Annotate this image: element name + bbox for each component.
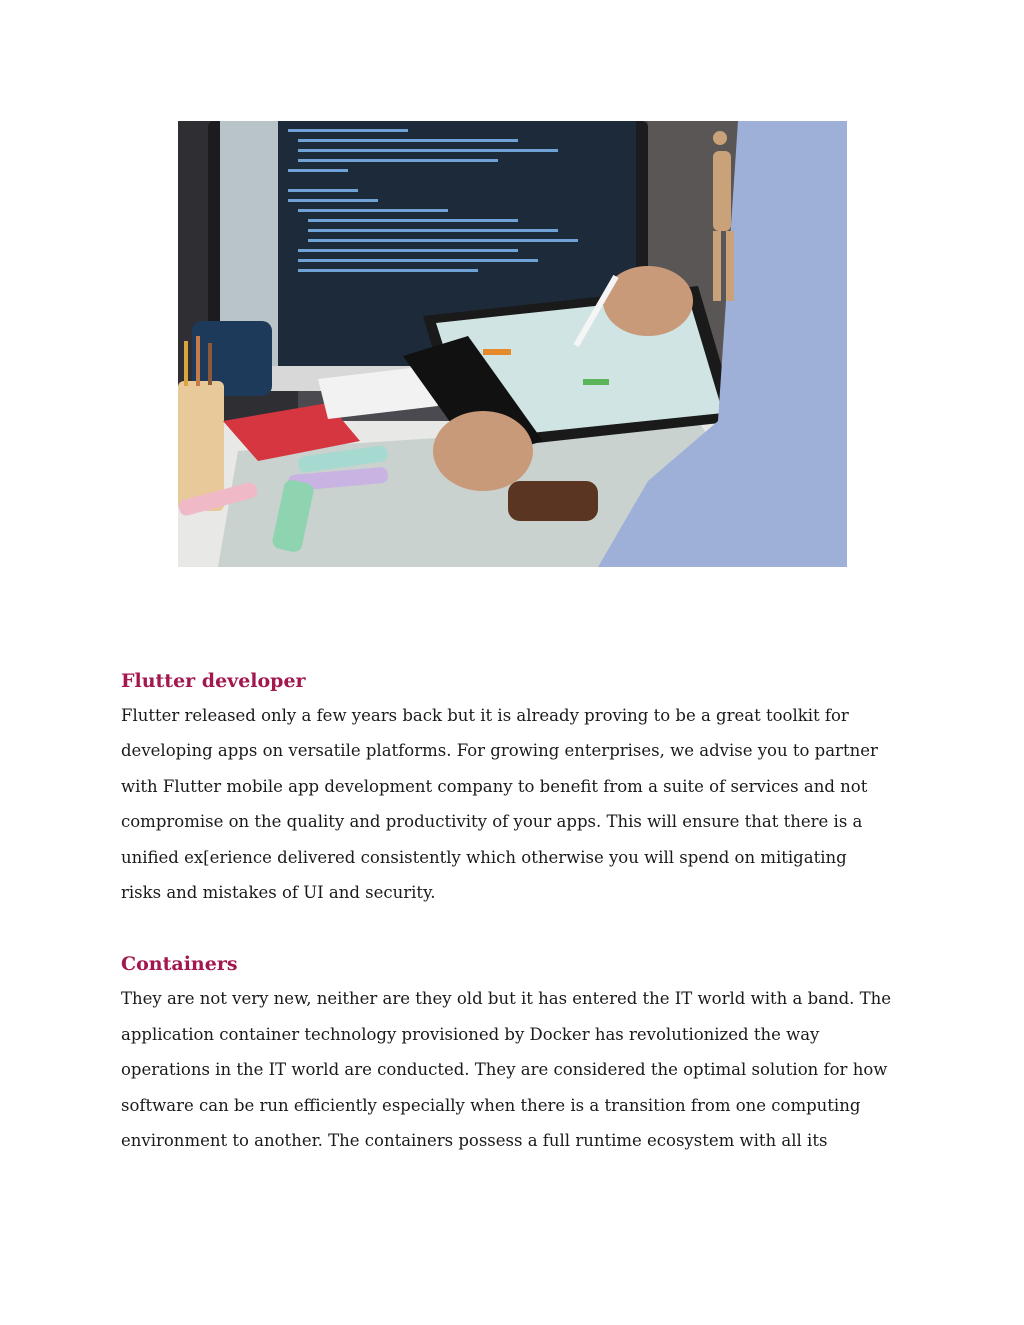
section-flutter-developer [121, 664, 921, 910]
section-heading: Flutter developer [121, 670, 306, 692]
hero-photo [178, 121, 847, 567]
section-containers [121, 947, 921, 1158]
paragraph-line: software can be run efficiently especially when there is a transition from one computing [121, 1095, 861, 1115]
paragraph-line: They are not very new, neither are they old but it has entered the IT world with a band. The [121, 989, 892, 1009]
section-heading: Containers [121, 953, 238, 976]
paragraph-line: risks and mistakes of UI and security. [121, 883, 436, 903]
developer-desk-illustration [178, 121, 847, 567]
section-spacer [121, 910, 921, 947]
paragraph-line: with Flutter mobile app development company to benefit from a suite of services and not [121, 776, 868, 796]
paragraph-line: operations in the IT world are conducted. They are considered the optimal solution for how [121, 1060, 888, 1080]
paragraph-line: Flutter released only a few years back but it is already proving to be a great toolkit for [121, 706, 849, 725]
paragraph-line: environment to another. The containers possess a full runtime ecosystem with all its [121, 1131, 828, 1151]
paragraph-line: application container technology provisioned by Docker has revolutionized the way [121, 1024, 820, 1044]
article-body [121, 664, 921, 1158]
paragraph-line: developing apps on versatile platforms. For growing enterprises, we advise you to partner [121, 741, 878, 761]
paragraph-line: compromise on the quality and productivity of your apps. This will ensure that there is a [121, 812, 863, 832]
paragraph-line: unified ex[erience delivered consistently which otherwise you will spend on mitigating [121, 847, 847, 867]
